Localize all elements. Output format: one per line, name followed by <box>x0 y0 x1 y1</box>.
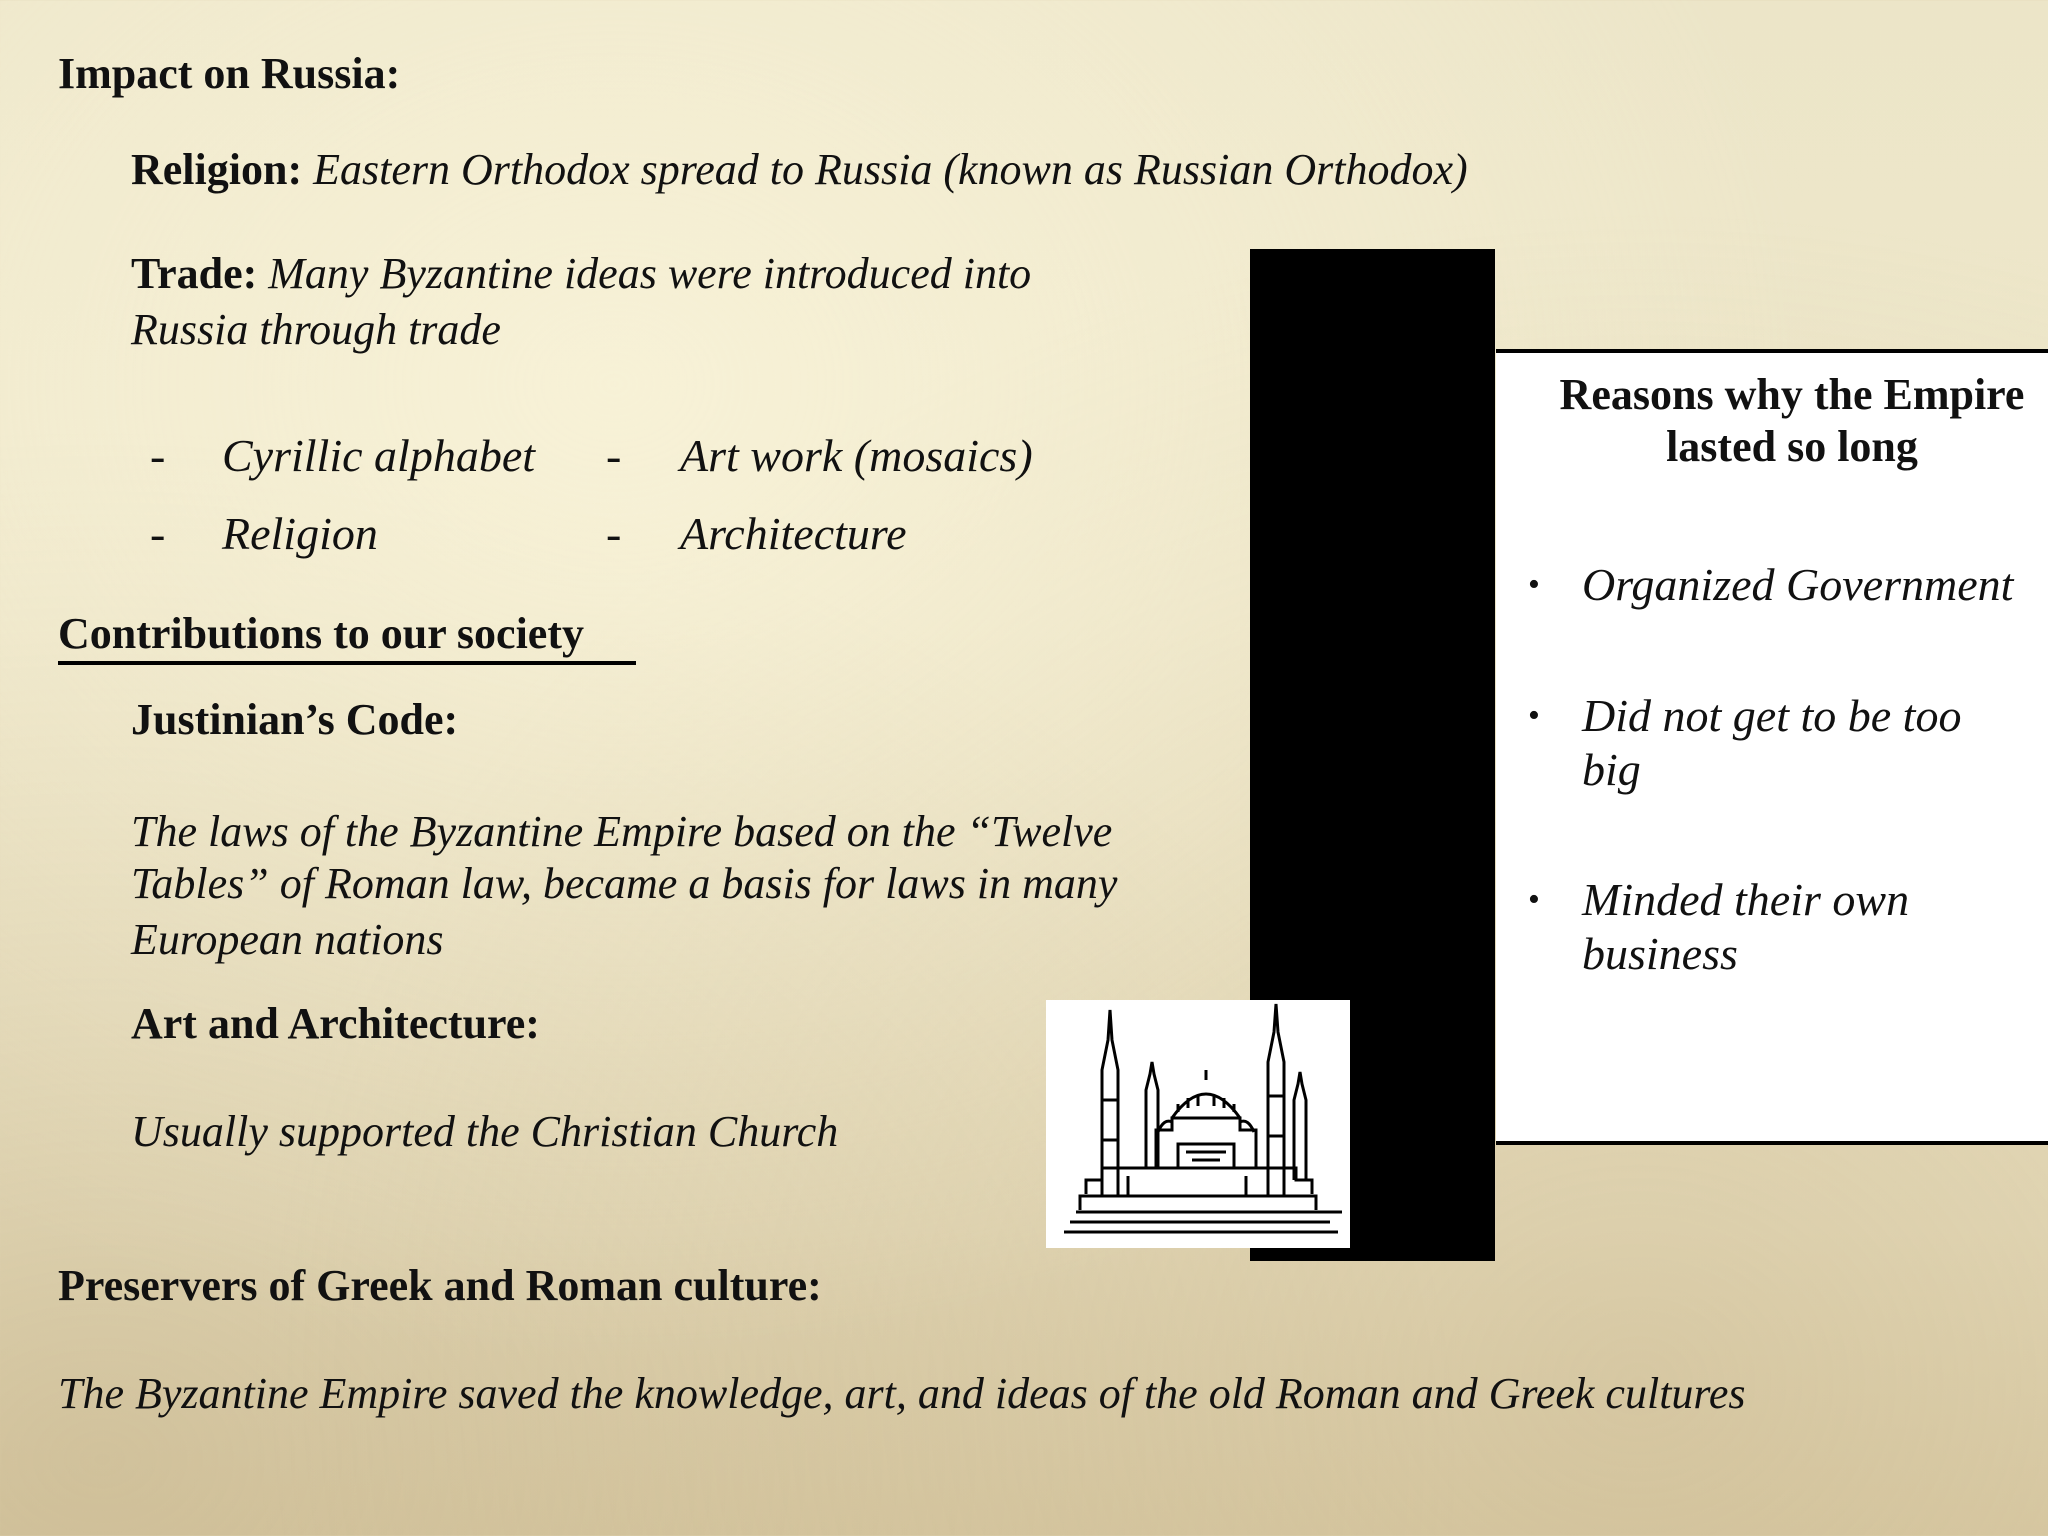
trade-line <box>131 248 1031 300</box>
trade-text-line1: Many Byzantine ideas were introduced into <box>268 249 1032 298</box>
bullet-icon: • <box>1528 566 1540 603</box>
list-dash: - <box>150 430 166 481</box>
bullet-icon: • <box>1528 697 1540 734</box>
list-item-artwork: Art work (mosaics) <box>680 430 1033 481</box>
justinians-code-label: Justinian’s Code: <box>131 695 459 744</box>
trade-text-line2: Russia through trade <box>131 305 501 354</box>
list-item-religion: Religion <box>222 508 378 559</box>
list-item-cyrillic: Cyrillic alphabet <box>222 430 536 481</box>
religion-label: Religion: <box>131 145 303 194</box>
code-text-line1: The laws of the Byzantine Empire based on the “Twelve <box>131 807 1113 856</box>
preservers-text: The Byzantine Empire saved the knowledge, art, and ideas of the old Roman and Greek cultures <box>58 1369 1746 1418</box>
religion-line <box>131 144 1468 196</box>
code-text-line2: Tables” of Roman law, became a basis for laws in many <box>131 859 1118 908</box>
reason-text: Did not get to be too big <box>1582 690 1962 795</box>
contributions-heading: Contributions to our society <box>58 609 584 658</box>
impact-heading: Impact on Russia: <box>58 49 401 98</box>
reasons-box <box>1496 349 2048 1145</box>
preservers-heading: Preservers of Greek and Roman culture: <box>58 1261 822 1310</box>
reason-text: Minded their own business <box>1582 874 1910 979</box>
bullet-icon: • <box>1528 881 1540 918</box>
reasons-title-line1: Reasons why the Empire <box>1559 370 2025 419</box>
list-dash: - <box>150 508 166 559</box>
reason-text: Organized Government <box>1582 559 2014 610</box>
reasons-title <box>1496 369 2048 473</box>
religion-text: Eastern Orthodox spread to Russia (known as Russian Orthodox) <box>313 145 1468 194</box>
reasons-title-line2: lasted so long <box>1666 422 1918 471</box>
art-architecture-label: Art and Architecture: <box>131 999 540 1048</box>
list-dash: - <box>606 430 622 481</box>
list-dash: - <box>606 508 622 559</box>
code-text-line3: European nations <box>131 915 444 964</box>
trade-label: Trade: <box>131 249 258 298</box>
church-mosque-drawing-icon <box>1046 1000 1350 1248</box>
list-item-architecture: Architecture <box>680 508 907 559</box>
art-architecture-text: Usually supported the Christian Church <box>131 1107 839 1156</box>
church-image <box>1046 1000 1350 1248</box>
contributions-underline <box>58 661 636 665</box>
